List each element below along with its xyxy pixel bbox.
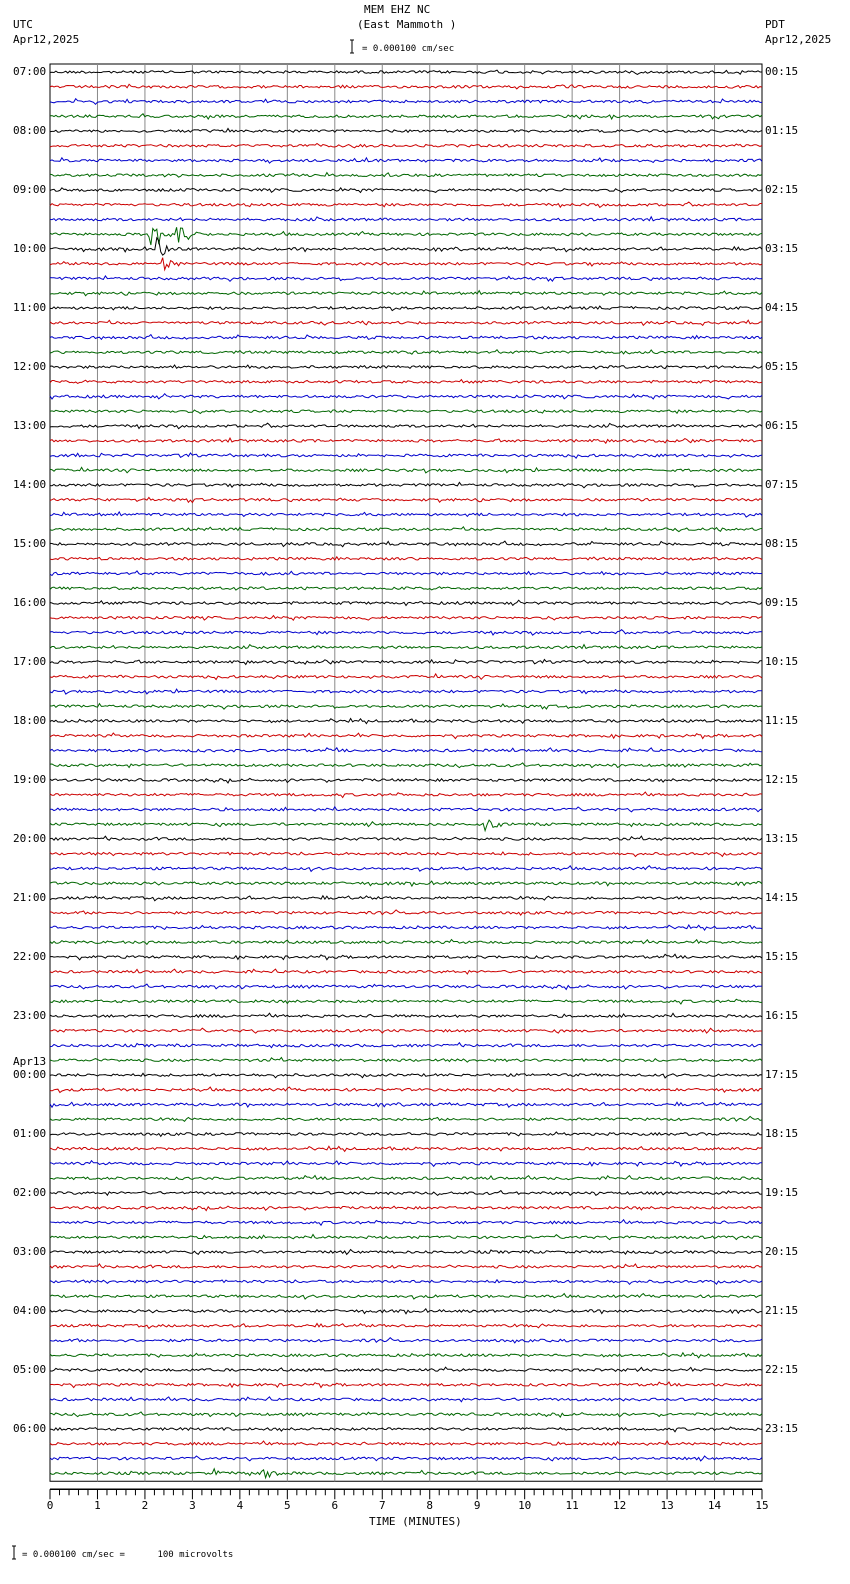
right-date: Apr12,2025 bbox=[765, 33, 832, 46]
seismic-trace bbox=[50, 335, 762, 340]
x-tick-label: 4 bbox=[236, 1499, 244, 1513]
seismic-trace bbox=[50, 1309, 762, 1314]
utc-hour-label: 11:00 bbox=[13, 301, 47, 314]
seismic-trace bbox=[50, 453, 762, 458]
pdt-hour-label: 11:15 bbox=[765, 714, 799, 727]
x-tick-label: 1 bbox=[94, 1499, 101, 1513]
seismic-trace bbox=[50, 616, 762, 621]
seismic-trace bbox=[50, 896, 762, 901]
seismic-trace bbox=[50, 1206, 762, 1211]
seismic-trace bbox=[50, 227, 762, 245]
seismic-trace bbox=[50, 350, 762, 355]
pdt-hour-label: 10:15 bbox=[765, 655, 799, 668]
seismic-trace bbox=[50, 748, 762, 752]
seismic-trace bbox=[50, 238, 762, 255]
seismic-trace bbox=[50, 1412, 762, 1417]
right-timezone: PDT bbox=[765, 18, 785, 31]
seismic-trace bbox=[50, 291, 762, 296]
seismic-trace bbox=[50, 129, 762, 133]
utc-hour-label: 04:00 bbox=[13, 1304, 47, 1317]
seismic-trace bbox=[50, 423, 762, 429]
pdt-hour-label: 16:15 bbox=[765, 1009, 799, 1022]
seismic-trace bbox=[50, 1058, 762, 1063]
seismic-trace bbox=[50, 571, 762, 576]
seismic-trace bbox=[50, 1191, 762, 1196]
seismic-trace bbox=[50, 1132, 762, 1136]
seismic-trace bbox=[50, 84, 762, 89]
station-title: MEM EHZ NC bbox=[364, 3, 431, 16]
pdt-hour-label: 13:15 bbox=[765, 832, 799, 845]
seismic-trace bbox=[50, 1280, 762, 1285]
seismic-trace bbox=[50, 1441, 762, 1445]
seismic-trace bbox=[50, 881, 762, 886]
x-tick-label: 8 bbox=[426, 1499, 434, 1513]
pdt-hour-label: 17:15 bbox=[765, 1068, 799, 1081]
seismic-trace bbox=[50, 733, 762, 739]
seismic-trace bbox=[50, 792, 762, 798]
seismic-trace bbox=[50, 144, 762, 148]
x-tick-label: 0 bbox=[46, 1499, 54, 1513]
pdt-hour-label: 14:15 bbox=[765, 891, 799, 904]
x-tick-label: 6 bbox=[331, 1499, 339, 1513]
pdt-hour-label: 06:15 bbox=[765, 419, 799, 432]
pdt-hour-label: 04:15 bbox=[765, 301, 799, 314]
seismic-trace bbox=[50, 836, 762, 840]
pdt-hour-label: 15:15 bbox=[765, 950, 799, 963]
seismic-trace bbox=[50, 365, 762, 369]
seismic-trace bbox=[50, 999, 762, 1004]
pdt-hour-label: 21:15 bbox=[765, 1304, 799, 1317]
x-tick-label: 7 bbox=[378, 1499, 386, 1513]
seismic-trace bbox=[50, 306, 762, 311]
x-tick-label: 9 bbox=[473, 1499, 481, 1513]
seismic-trace bbox=[50, 852, 762, 857]
utc-hour-label: 18:00 bbox=[13, 714, 47, 727]
seismic-trace bbox=[50, 541, 762, 547]
seismic-trace bbox=[50, 954, 762, 960]
seismic-trace bbox=[50, 258, 762, 270]
plot-frame bbox=[50, 64, 762, 1481]
left-date: Apr12,2025 bbox=[13, 33, 80, 46]
seismic-trace bbox=[50, 778, 762, 783]
seismic-trace bbox=[50, 1294, 762, 1300]
seismic-trace bbox=[50, 158, 762, 163]
seismic-trace bbox=[50, 1176, 762, 1180]
utc-hour-label: 03:00 bbox=[13, 1245, 47, 1258]
utc-hour-label: 02:00 bbox=[13, 1186, 47, 1199]
pdt-hour-label: 20:15 bbox=[765, 1245, 799, 1258]
x-tick-label: 10 bbox=[518, 1499, 532, 1513]
seismic-trace bbox=[50, 1353, 762, 1358]
utc-hour-label: 07:00 bbox=[13, 65, 47, 78]
seismic-trace bbox=[50, 1367, 762, 1372]
x-tick-label: 5 bbox=[284, 1499, 291, 1513]
seismic-trace bbox=[50, 1427, 762, 1432]
x-tick-label: 14 bbox=[707, 1499, 722, 1513]
pdt-hour-label: 23:15 bbox=[765, 1422, 799, 1435]
pdt-hour-label: 00:15 bbox=[765, 65, 799, 78]
seismic-trace bbox=[50, 1456, 762, 1461]
utc-hour-label: 21:00 bbox=[13, 891, 47, 904]
utc-hour-label: 17:00 bbox=[13, 655, 47, 668]
seismic-trace bbox=[50, 1116, 762, 1121]
seismic-trace bbox=[50, 512, 762, 517]
pdt-hour-label: 07:15 bbox=[765, 478, 799, 491]
utc-hour-label: 15:00 bbox=[13, 537, 47, 550]
left-timezone: UTC bbox=[13, 18, 33, 31]
seismic-trace bbox=[50, 1161, 762, 1167]
pdt-hour-label: 12:15 bbox=[765, 773, 799, 786]
utc-hour-label: 14:00 bbox=[13, 478, 47, 491]
seismic-trace bbox=[50, 1087, 762, 1093]
seismic-trace bbox=[50, 660, 762, 665]
seismic-trace bbox=[50, 527, 762, 532]
footer-scale-bar-icon bbox=[12, 1546, 16, 1559]
seismic-trace bbox=[50, 1073, 762, 1078]
utc-hour-label: 20:00 bbox=[13, 832, 47, 845]
seismic-trace bbox=[50, 1250, 762, 1255]
seismic-trace bbox=[50, 925, 762, 930]
x-tick-label: 12 bbox=[613, 1499, 627, 1513]
pdt-hour-label: 05:15 bbox=[765, 360, 799, 373]
utc-hour-label: 06:00 bbox=[13, 1422, 47, 1435]
seismic-trace bbox=[50, 1338, 762, 1343]
x-axis-label: TIME (MINUTES) bbox=[369, 1515, 462, 1528]
utc-hour-label: 16:00 bbox=[13, 596, 47, 609]
utc-hour-label: 13:00 bbox=[13, 419, 47, 432]
seismic-trace bbox=[50, 704, 762, 710]
utc-hour-label: 09:00 bbox=[13, 183, 47, 196]
pdt-hour-label: 19:15 bbox=[765, 1186, 799, 1199]
seismic-trace bbox=[50, 645, 762, 649]
station-location: (East Mammoth ) bbox=[357, 18, 457, 31]
seismic-trace bbox=[50, 674, 762, 680]
seismic-trace bbox=[50, 866, 762, 872]
seismic-trace bbox=[50, 719, 762, 724]
seismic-trace bbox=[50, 1235, 762, 1240]
pdt-hour-label: 09:15 bbox=[765, 596, 799, 609]
seismic-trace bbox=[50, 587, 762, 590]
seismic-trace bbox=[50, 984, 762, 989]
seismic-trace bbox=[50, 600, 762, 605]
x-tick-label: 13 bbox=[660, 1499, 674, 1513]
utc-hour-label: 22:00 bbox=[13, 950, 47, 963]
seismic-trace bbox=[50, 202, 762, 207]
pdt-hour-label: 03:15 bbox=[765, 242, 799, 255]
utc-hour-label: 19:00 bbox=[13, 773, 47, 786]
seismic-trace bbox=[50, 940, 762, 945]
date-change-label: Apr13 bbox=[13, 1055, 47, 1068]
seismic-trace bbox=[50, 1102, 762, 1107]
x-tick-label: 11 bbox=[565, 1499, 579, 1513]
seismic-trace bbox=[50, 498, 762, 503]
x-tick-label: 3 bbox=[189, 1499, 196, 1513]
seismic-trace bbox=[50, 1397, 762, 1402]
seismic-trace bbox=[50, 99, 762, 105]
seismic-trace bbox=[50, 217, 762, 221]
seismic-trace bbox=[50, 394, 762, 399]
seismic-trace bbox=[50, 969, 762, 974]
seismic-trace bbox=[50, 438, 762, 443]
utc-hour-label: 23:00 bbox=[13, 1009, 47, 1022]
utc-hour-label: 05:00 bbox=[13, 1363, 47, 1376]
scale-bar-icon bbox=[350, 40, 354, 53]
x-tick-label: 15 bbox=[755, 1499, 769, 1513]
utc-hour-label: 00:00 bbox=[13, 1068, 47, 1081]
pdt-hour-label: 02:15 bbox=[765, 183, 799, 196]
seismic-trace bbox=[50, 188, 762, 193]
x-tick-label: 2 bbox=[141, 1499, 149, 1513]
seismic-trace bbox=[50, 1264, 762, 1268]
seismic-trace bbox=[50, 910, 762, 915]
pdt-hour-label: 01:15 bbox=[765, 124, 799, 137]
seismic-trace bbox=[50, 807, 762, 812]
seismic-trace bbox=[50, 467, 762, 473]
seismic-trace bbox=[50, 1382, 762, 1388]
pdt-hour-label: 08:15 bbox=[765, 537, 799, 550]
seismic-trace bbox=[50, 763, 762, 768]
seismic-trace bbox=[50, 1220, 762, 1226]
seismic-trace bbox=[50, 70, 762, 74]
seismic-trace bbox=[50, 1469, 762, 1478]
pdt-hour-label: 22:15 bbox=[765, 1363, 799, 1376]
scale-legend: = 0.000100 cm/sec bbox=[362, 44, 455, 54]
seismic-trace bbox=[50, 630, 762, 636]
utc-hour-label: 10:00 bbox=[13, 242, 47, 255]
seismic-trace bbox=[50, 114, 762, 119]
seismic-trace bbox=[50, 320, 762, 325]
seismic-trace bbox=[50, 1146, 762, 1151]
seismic-trace bbox=[50, 173, 762, 178]
seismic-trace bbox=[50, 557, 762, 560]
seismic-trace bbox=[50, 1013, 762, 1017]
footer-scale-legend: = 0.000100 cm/sec = 100 microvolts bbox=[22, 1550, 234, 1560]
seismic-trace bbox=[50, 1324, 762, 1329]
utc-hour-label: 01:00 bbox=[13, 1127, 47, 1140]
seismic-trace bbox=[50, 482, 762, 487]
utc-hour-label: 12:00 bbox=[13, 360, 47, 373]
utc-hour-label: 08:00 bbox=[13, 124, 47, 137]
seismic-trace bbox=[50, 380, 762, 384]
pdt-hour-label: 18:15 bbox=[765, 1127, 799, 1140]
seismic-trace bbox=[50, 689, 762, 694]
seismic-trace bbox=[50, 410, 762, 414]
seismic-trace bbox=[50, 820, 762, 831]
seismic-trace bbox=[50, 1028, 762, 1033]
seismic-trace bbox=[50, 276, 762, 281]
seismic-trace bbox=[50, 1043, 762, 1048]
